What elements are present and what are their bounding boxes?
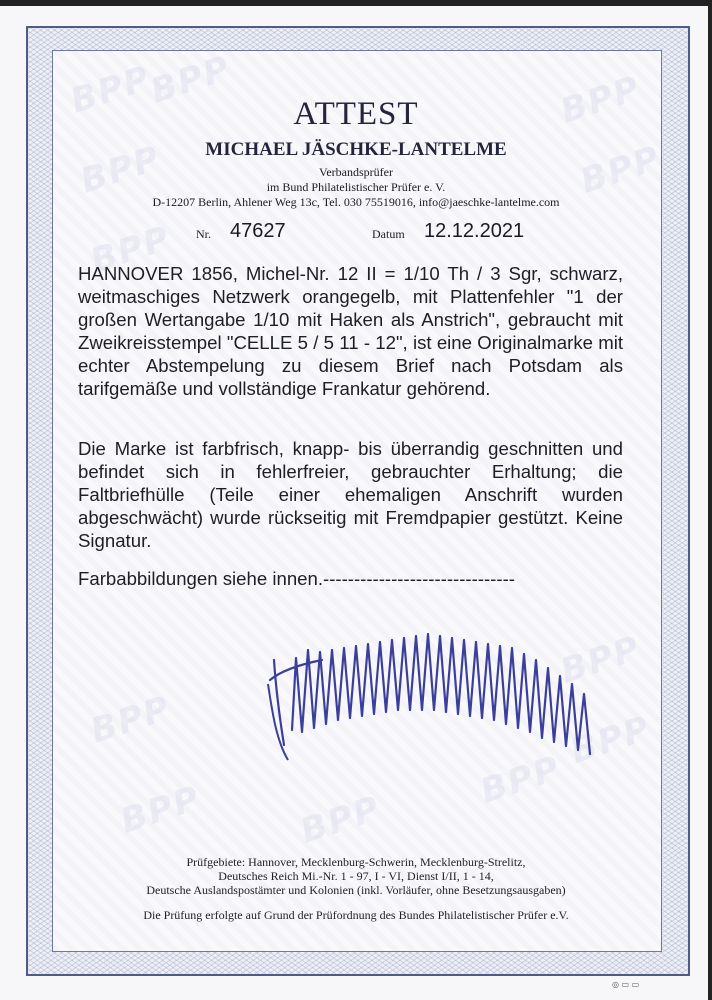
footer-line: Deutsche Auslandspostämter und Kolonien (inkl. Vorläufer, ohne Besetzungsausgaben) bbox=[146, 883, 566, 897]
scan-edge-top bbox=[0, 0, 712, 6]
expert-association: im Bund Philatelistischer Prüfer e. V. bbox=[266, 180, 446, 194]
certificate-date-label: Datum bbox=[372, 227, 405, 241]
expert-name: MICHAEL JÄSCHKE-LANTELME bbox=[205, 139, 507, 160]
images-note: Farbabbildungen siehe innen.------------------------------- bbox=[78, 568, 515, 589]
expert-contact: D-12207 Berlin, Ahlener Weg 13c, Tel. 030 75519016, info@jaeschke-lantelme.com bbox=[152, 195, 560, 209]
certificate-date: 12.12.2021 bbox=[424, 220, 525, 242]
condition-paragraph: Die Marke ist farbfrisch, knapp- bis überrandig geschnitten und befindet sich in fehlerfreier, gebrauchter Erhaltung; die Faltbriefhülle (Teile einer ehemaligen Anschrift wurden abgeschwächt) wurde rückseitig mit Fremdpapier gestützt. Keine Signatur. bbox=[78, 438, 623, 551]
signature-stroke bbox=[270, 634, 590, 754]
certificate-number: 47627 bbox=[230, 220, 286, 242]
footer-line: Deutsches Reich Mi.-Nr. 1 - 97, I - VI, Dienst I/II, 1 - 14, bbox=[218, 869, 494, 883]
footer-line: Die Prüfung erfolgte auf Grund der Prüfordnung des Bundes Philatelistischer Prüfer e.V. bbox=[143, 908, 569, 922]
certificate-title: ATTEST bbox=[293, 96, 419, 132]
signature bbox=[262, 620, 622, 770]
footer-line: Prüfgebiete: Hannover, Mecklenburg-Schwerin, Mecklenburg-Strelitz, bbox=[186, 855, 526, 869]
expert-role: Verbandsprüfer bbox=[319, 165, 393, 179]
printer-logo-icon: ◎ ▭ ▭ bbox=[612, 980, 640, 989]
certificate-number-label: Nr. bbox=[196, 227, 211, 241]
description-paragraph: HANNOVER 1856, Michel-Nr. 12 II = 1/10 Th / 3 Sgr, schwarz, weitmaschiges Netzwerk orangegelb, mit Plattenfehler "1 der großen Wertangabe 1/10 mit Haken als Anstrich", gebraucht mit Zweikreisstempel "CELLE 5 / 5 11 - 12", ist eine Originalmarke mit echter Abstempelung zu diesem Brief nach Potsdam als tarifgemäße und vollständige Frankatur gehörend. bbox=[78, 263, 623, 399]
